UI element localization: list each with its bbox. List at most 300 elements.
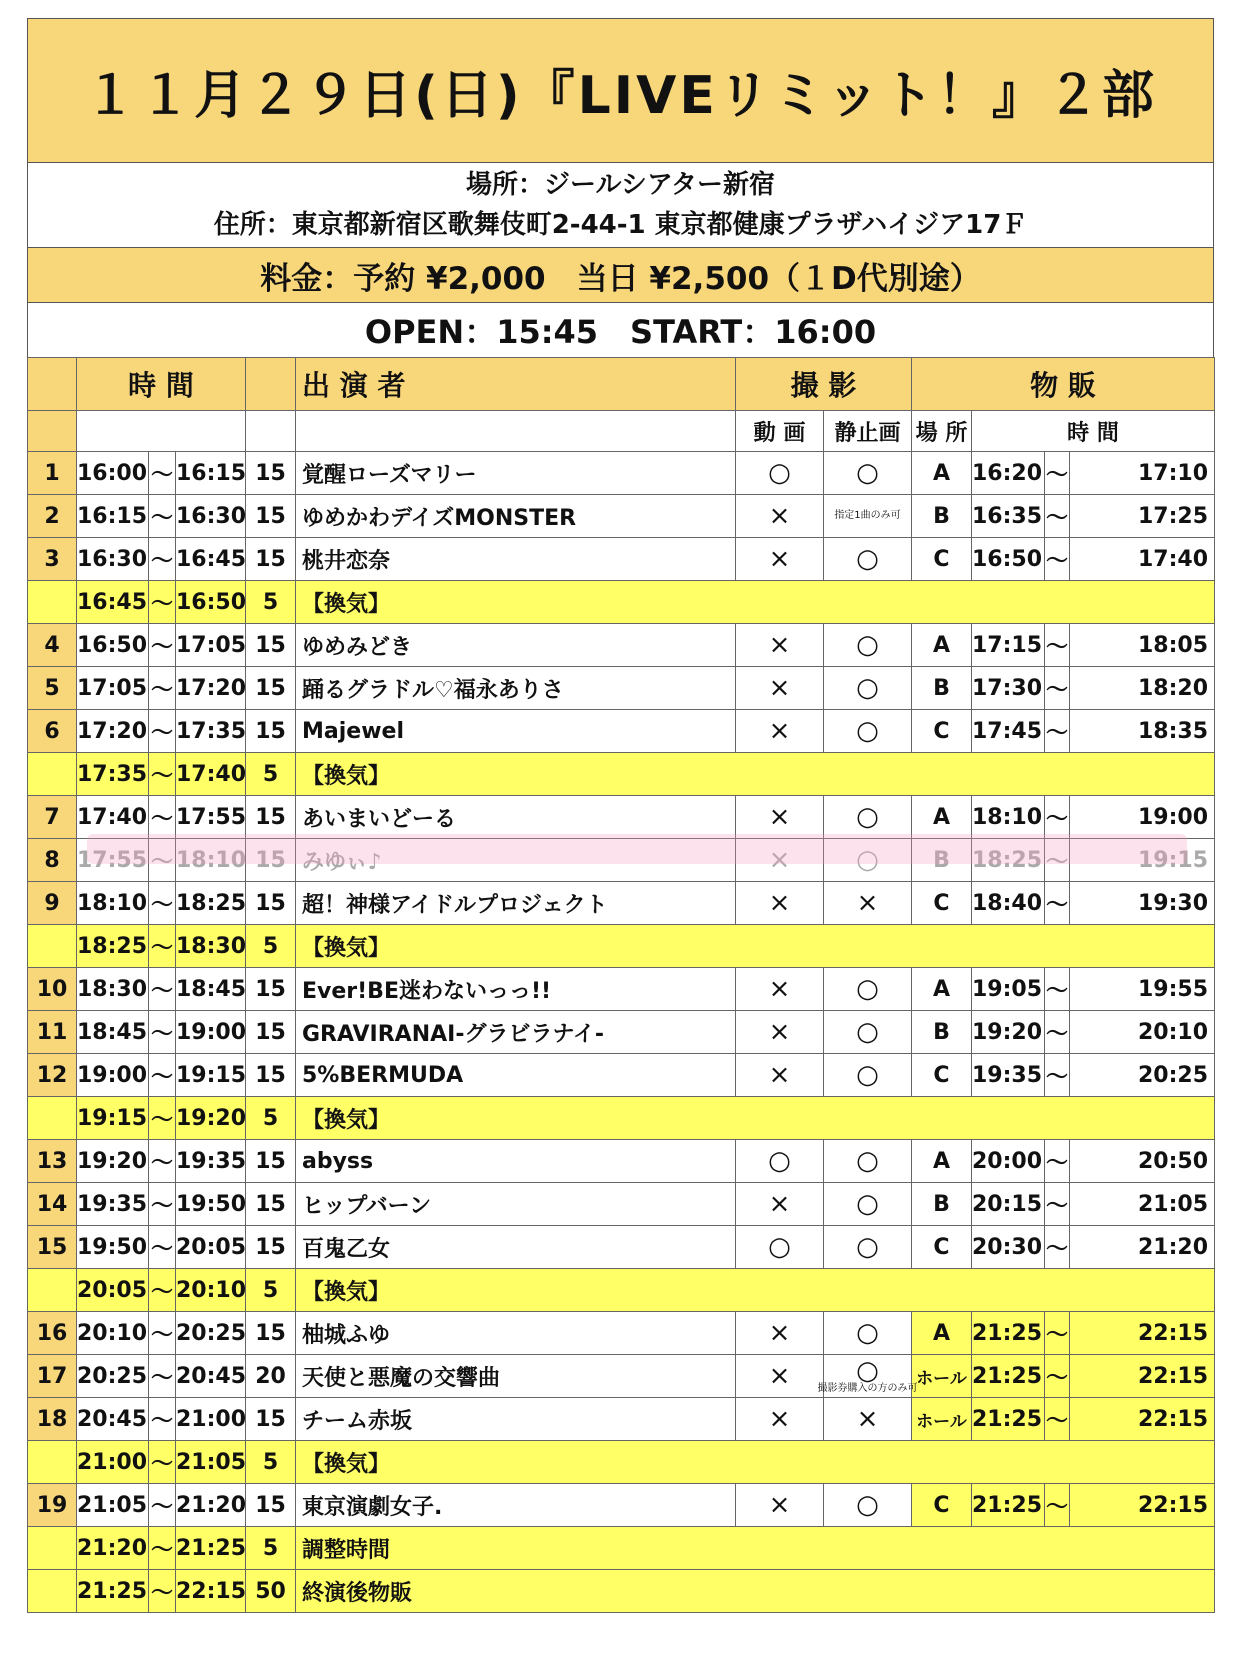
video-permission	[736, 624, 824, 667]
performer-name: ヒップバーン	[296, 1183, 736, 1226]
start-time: 18:30	[77, 968, 149, 1011]
start-time: 18:25	[77, 925, 149, 968]
video-mark: ×	[768, 716, 791, 746]
header-minutes	[246, 358, 296, 411]
table-row	[28, 1484, 1215, 1527]
tilde: 〜	[1045, 1484, 1070, 1527]
duration-minutes: 15	[246, 452, 296, 495]
video-permission	[736, 882, 824, 925]
row-number: 9	[28, 882, 77, 925]
still-mark: ○	[856, 716, 879, 746]
end-time: 22:15	[176, 1570, 246, 1613]
table-row	[28, 624, 1215, 667]
duration-minutes: 15	[246, 624, 296, 667]
video-permission	[736, 667, 824, 710]
row-number: 3	[28, 538, 77, 581]
duration-minutes: 5	[246, 1269, 296, 1312]
merch-place: A	[912, 452, 972, 495]
start-time: 16:50	[77, 624, 149, 667]
merch-start: 17:15	[972, 624, 1045, 667]
end-time: 21:00	[176, 1398, 246, 1441]
merch-start: 20:15	[972, 1183, 1045, 1226]
still-stack	[824, 632, 911, 658]
still-stack	[824, 1320, 911, 1346]
start-time: 19:00	[77, 1054, 149, 1097]
video-permission	[736, 968, 824, 1011]
performer-name: 柚城ふゆ	[296, 1312, 736, 1355]
start-time: 20:25	[77, 1355, 149, 1398]
row-number: 18	[28, 1398, 77, 1441]
tilde: 〜	[1045, 667, 1070, 710]
end-time: 21:05	[176, 1441, 246, 1484]
tilde: 〜	[149, 581, 176, 624]
still-mark: ○	[856, 1318, 879, 1348]
row-number	[28, 1527, 77, 1570]
start-time: 17:35	[77, 753, 149, 796]
video-mark: ×	[768, 1017, 791, 1047]
row-number: 5	[28, 667, 77, 710]
still-mark: ○	[856, 1356, 879, 1386]
performer-name: ゆめみどき	[296, 624, 736, 667]
tilde: 〜	[149, 1183, 176, 1226]
merch-place: C	[912, 710, 972, 753]
duration-minutes: 15	[246, 1484, 296, 1527]
merch-end: 22:15	[1070, 1484, 1215, 1527]
duration-minutes: 5	[246, 1097, 296, 1140]
tilde: 〜	[149, 1484, 176, 1527]
tilde: 〜	[149, 1355, 176, 1398]
merch-place: B	[912, 839, 972, 882]
still-stack	[824, 1406, 911, 1432]
timetable	[27, 357, 1215, 1613]
merch-end: 19:30	[1070, 882, 1215, 925]
start-time: 20:45	[77, 1398, 149, 1441]
still-mark: ○	[856, 544, 879, 574]
still-permission	[824, 796, 912, 839]
still-stack	[824, 804, 911, 830]
header-row-main	[28, 358, 1215, 411]
video-mark: ×	[768, 630, 791, 660]
merch-start: 20:30	[972, 1226, 1045, 1269]
still-mark: ○	[856, 845, 879, 875]
duration-minutes: 5	[246, 753, 296, 796]
header-row-sub	[28, 411, 1215, 452]
video-permission	[736, 796, 824, 839]
merch-start: 18:25	[972, 839, 1045, 882]
table-row	[28, 538, 1215, 581]
end-time: 18:10	[176, 839, 246, 882]
merch-place: C	[912, 1054, 972, 1097]
video-mark: ×	[768, 1318, 791, 1348]
start-time: 18:45	[77, 1011, 149, 1054]
merch-end: 17:10	[1070, 452, 1215, 495]
header-time: 時 間	[77, 358, 246, 411]
performer-name: 超！神様アイドルプロジェクト	[296, 882, 736, 925]
table-row	[28, 1183, 1215, 1226]
duration-minutes: 15	[246, 538, 296, 581]
merch-start: 19:35	[972, 1054, 1045, 1097]
row-number	[28, 753, 77, 796]
merch-end: 20:25	[1070, 1054, 1215, 1097]
timetable-sheet	[27, 18, 1214, 1613]
duration-minutes: 5	[246, 1527, 296, 1570]
timetable-body	[28, 452, 1215, 1613]
still-note: 撮影券購入の方のみ可	[817, 1383, 918, 1394]
merch-end: 19:55	[1070, 968, 1215, 1011]
still-stack	[824, 511, 911, 521]
merch-end: 22:15	[1070, 1355, 1215, 1398]
merch-place: ホール	[912, 1355, 972, 1398]
row-number: 15	[28, 1226, 77, 1269]
tilde: 〜	[149, 1269, 176, 1312]
start-time: 19:20	[77, 1140, 149, 1183]
merch-end: 22:15	[1070, 1398, 1215, 1441]
video-mark: ○	[768, 1146, 791, 1176]
start-time: 21:05	[77, 1484, 149, 1527]
performer-name: みゆぃ♪	[296, 839, 736, 882]
merch-end: 21:05	[1070, 1183, 1215, 1226]
table-row	[28, 452, 1215, 495]
tilde: 〜	[1045, 1355, 1070, 1398]
video-mark: ×	[768, 1189, 791, 1219]
ticket-price: 料金：予約 ¥2,000 当日 ¥2,500（１D代別途）	[27, 247, 1214, 303]
end-time: 20:05	[176, 1226, 246, 1269]
still-mark: ○	[856, 458, 879, 488]
row-number: 7	[28, 796, 77, 839]
start-time: 17:05	[77, 667, 149, 710]
video-permission	[736, 1226, 824, 1269]
video-permission	[736, 839, 824, 882]
merch-place: C	[912, 1226, 972, 1269]
tilde: 〜	[1045, 1398, 1070, 1441]
still-permission	[824, 538, 912, 581]
merch-end: 17:40	[1070, 538, 1215, 581]
end-time: 20:45	[176, 1355, 246, 1398]
merch-start: 19:05	[972, 968, 1045, 1011]
venue-address: 住所：東京都新宿区歌舞伎町2-44-1 東京都健康プラザハイジア17Ｆ	[213, 210, 1028, 240]
table-row	[28, 1054, 1215, 1097]
performer-name: abyss	[296, 1140, 736, 1183]
video-mark: ○	[768, 458, 791, 488]
row-number: 13	[28, 1140, 77, 1183]
duration-minutes: 15	[246, 1011, 296, 1054]
end-time: 17:55	[176, 796, 246, 839]
open-start-times: OPEN：15:45 START：16:00	[27, 303, 1214, 357]
merch-end: 18:35	[1070, 710, 1215, 753]
break-label: 【換気】	[296, 925, 1215, 968]
row-number: 6	[28, 710, 77, 753]
start-time: 20:05	[77, 1269, 149, 1312]
tilde: 〜	[149, 1011, 176, 1054]
tilde: 〜	[149, 968, 176, 1011]
still-permission	[824, 710, 912, 753]
video-permission	[736, 452, 824, 495]
end-time: 21:25	[176, 1527, 246, 1570]
start-time: 16:45	[77, 581, 149, 624]
performer-name: 5%BERMUDA	[296, 1054, 736, 1097]
table-row	[28, 1312, 1215, 1355]
row-number	[28, 925, 77, 968]
duration-minutes: 15	[246, 968, 296, 1011]
merch-start: 16:50	[972, 538, 1045, 581]
still-permission	[824, 839, 912, 882]
row-number: 12	[28, 1054, 77, 1097]
tilde: 〜	[1045, 882, 1070, 925]
still-permission	[824, 1011, 912, 1054]
tilde: 〜	[149, 710, 176, 753]
duration-minutes: 20	[246, 1355, 296, 1398]
row-number: 17	[28, 1355, 77, 1398]
tilde: 〜	[149, 1140, 176, 1183]
merch-start: 21:25	[972, 1312, 1045, 1355]
still-mark: ×	[856, 1404, 879, 1434]
video-mark: ×	[768, 802, 791, 832]
tilde: 〜	[149, 538, 176, 581]
still-mark: ○	[856, 1232, 879, 1262]
header-performer: 出 演 者	[296, 358, 736, 411]
duration-minutes: 15	[246, 1398, 296, 1441]
performer-name: 天使と悪魔の交響曲	[296, 1355, 736, 1398]
row-number	[28, 1570, 77, 1613]
end-time: 19:15	[176, 1054, 246, 1097]
video-mark: ×	[768, 845, 791, 875]
duration-minutes: 50	[246, 1570, 296, 1613]
tilde: 〜	[149, 1312, 176, 1355]
still-permission	[824, 1054, 912, 1097]
end-time: 19:35	[176, 1140, 246, 1183]
video-mark: ×	[768, 1404, 791, 1434]
still-mark: ×	[856, 888, 879, 918]
still-stack	[824, 1191, 911, 1217]
still-permission	[824, 1312, 912, 1355]
merch-place: A	[912, 968, 972, 1011]
still-mark: ○	[856, 1490, 879, 1520]
tilde: 〜	[149, 1097, 176, 1140]
video-mark: ×	[768, 544, 791, 574]
video-permission	[736, 1355, 824, 1398]
end-time: 17:40	[176, 753, 246, 796]
duration-minutes: 15	[246, 839, 296, 882]
still-mark: ○	[856, 974, 879, 1004]
still-mark: ○	[856, 1146, 879, 1176]
break-row	[28, 925, 1215, 968]
row-number: 19	[28, 1484, 77, 1527]
still-note: 指定1曲のみ可	[834, 510, 901, 521]
row-number: 1	[28, 452, 77, 495]
break-row	[28, 1527, 1215, 1570]
still-permission	[824, 624, 912, 667]
duration-minutes: 15	[246, 882, 296, 925]
end-time: 19:20	[176, 1097, 246, 1140]
performer-name: Ever!BE迷わないっっ!!	[296, 968, 736, 1011]
performer-name: あいまいどーる	[296, 796, 736, 839]
merch-end: 20:10	[1070, 1011, 1215, 1054]
still-permission	[824, 1484, 912, 1527]
tilde: 〜	[149, 452, 176, 495]
merch-place: C	[912, 1484, 972, 1527]
merch-place: A	[912, 624, 972, 667]
still-stack	[824, 1019, 911, 1045]
duration-minutes: 5	[246, 1441, 296, 1484]
row-number: 14	[28, 1183, 77, 1226]
still-permission	[824, 882, 912, 925]
table-row	[28, 1011, 1215, 1054]
tilde: 〜	[1045, 1140, 1070, 1183]
header-still: 静止画	[824, 411, 912, 452]
table-row	[28, 667, 1215, 710]
tilde: 〜	[149, 1398, 176, 1441]
start-time: 17:55	[77, 839, 149, 882]
tilde: 〜	[1045, 452, 1070, 495]
video-permission	[736, 1484, 824, 1527]
merch-end: 22:15	[1070, 1312, 1215, 1355]
table-row	[28, 1355, 1215, 1398]
merch-start: 21:25	[972, 1484, 1045, 1527]
merch-start: 17:45	[972, 710, 1045, 753]
tilde: 〜	[149, 624, 176, 667]
tilde: 〜	[1045, 538, 1070, 581]
end-time: 18:45	[176, 968, 246, 1011]
tilde: 〜	[149, 1527, 176, 1570]
tilde: 〜	[1045, 495, 1070, 538]
video-mark: ×	[768, 888, 791, 918]
still-stack	[824, 546, 911, 572]
performer-name: 覚醒ローズマリー	[296, 452, 736, 495]
merch-place: ホール	[912, 1398, 972, 1441]
start-time: 16:15	[77, 495, 149, 538]
start-time: 18:10	[77, 882, 149, 925]
video-permission	[736, 1183, 824, 1226]
duration-minutes: 5	[246, 925, 296, 968]
row-number	[28, 581, 77, 624]
tilde: 〜	[149, 1570, 176, 1613]
break-label: 【換気】	[296, 1269, 1215, 1312]
still-permission	[824, 667, 912, 710]
tilde: 〜	[149, 495, 176, 538]
still-permission	[824, 1140, 912, 1183]
break-row	[28, 1269, 1215, 1312]
tilde: 〜	[1045, 624, 1070, 667]
tilde: 〜	[1045, 1054, 1070, 1097]
merch-end: 18:05	[1070, 624, 1215, 667]
header-place: 場 所	[912, 411, 972, 452]
tilde: 〜	[149, 796, 176, 839]
break-label: 【換気】	[296, 1441, 1215, 1484]
merch-place: C	[912, 882, 972, 925]
table-row	[28, 1140, 1215, 1183]
video-mark: ×	[768, 1490, 791, 1520]
break-row	[28, 581, 1215, 624]
still-mark: ○	[856, 1017, 879, 1047]
tilde: 〜	[149, 1441, 176, 1484]
still-permission	[824, 1183, 912, 1226]
merch-end: 17:25	[1070, 495, 1215, 538]
still-permission	[824, 1398, 912, 1441]
performer-name: Majewel	[296, 710, 736, 753]
end-time: 16:15	[176, 452, 246, 495]
duration-minutes: 15	[246, 1183, 296, 1226]
header-merch: 物 販	[912, 358, 1215, 411]
still-mark: ○	[856, 1060, 879, 1090]
table-row	[28, 882, 1215, 925]
table-row	[28, 968, 1215, 1011]
still-stack	[824, 1148, 911, 1174]
merch-place: B	[912, 1183, 972, 1226]
performer-name: 桃井恋奈	[296, 538, 736, 581]
tilde: 〜	[149, 753, 176, 796]
video-permission	[736, 1011, 824, 1054]
still-permission	[824, 452, 912, 495]
end-time: 21:20	[176, 1484, 246, 1527]
duration-minutes: 5	[246, 581, 296, 624]
header-no	[28, 358, 77, 411]
table-row	[28, 1226, 1215, 1269]
performer-name: 踊るグラドル♡福永ありさ	[296, 667, 736, 710]
video-mark: ×	[768, 501, 791, 531]
end-time: 16:50	[176, 581, 246, 624]
end-time: 17:20	[176, 667, 246, 710]
break-label: 【換気】	[296, 753, 1215, 796]
tilde: 〜	[1045, 839, 1070, 882]
merch-place: A	[912, 796, 972, 839]
merch-place: A	[912, 1140, 972, 1183]
end-time: 17:05	[176, 624, 246, 667]
table-row	[28, 839, 1215, 882]
duration-minutes: 15	[246, 495, 296, 538]
start-time: 17:20	[77, 710, 149, 753]
duration-minutes: 15	[246, 796, 296, 839]
row-number: 16	[28, 1312, 77, 1355]
merch-place: B	[912, 1011, 972, 1054]
still-stack	[824, 718, 911, 744]
still-stack	[824, 847, 911, 873]
tilde: 〜	[149, 839, 176, 882]
end-time: 18:25	[176, 882, 246, 925]
video-permission	[736, 495, 824, 538]
end-time: 18:30	[176, 925, 246, 968]
performer-name: GRAVIRANAI-グラビラナイ-	[296, 1011, 736, 1054]
row-number: 4	[28, 624, 77, 667]
merch-place: A	[912, 1312, 972, 1355]
break-row	[28, 1097, 1215, 1140]
venue-name: 場所：ジールシアター新宿	[465, 170, 775, 200]
still-stack	[824, 675, 911, 701]
break-row	[28, 1441, 1215, 1484]
merch-place: C	[912, 538, 972, 581]
still-stack	[824, 890, 911, 916]
end-time: 16:30	[176, 495, 246, 538]
start-time: 19:15	[77, 1097, 149, 1140]
tilde: 〜	[1045, 1183, 1070, 1226]
start-time: 21:25	[77, 1570, 149, 1613]
tilde: 〜	[1045, 968, 1070, 1011]
performer-name: ゆめかわデイズMONSTER	[296, 495, 736, 538]
tilde: 〜	[1045, 710, 1070, 753]
duration-minutes: 15	[246, 1312, 296, 1355]
break-label: 調整時間	[296, 1527, 1215, 1570]
still-permission	[824, 1226, 912, 1269]
tilde: 〜	[149, 925, 176, 968]
tilde: 〜	[149, 667, 176, 710]
start-time: 17:40	[77, 796, 149, 839]
end-time: 20:10	[176, 1269, 246, 1312]
merch-end: 19:00	[1070, 796, 1215, 839]
break-label: 【換気】	[296, 1097, 1215, 1140]
table-row	[28, 495, 1215, 538]
merch-end: 20:50	[1070, 1140, 1215, 1183]
tilde: 〜	[1045, 1011, 1070, 1054]
video-permission	[736, 538, 824, 581]
